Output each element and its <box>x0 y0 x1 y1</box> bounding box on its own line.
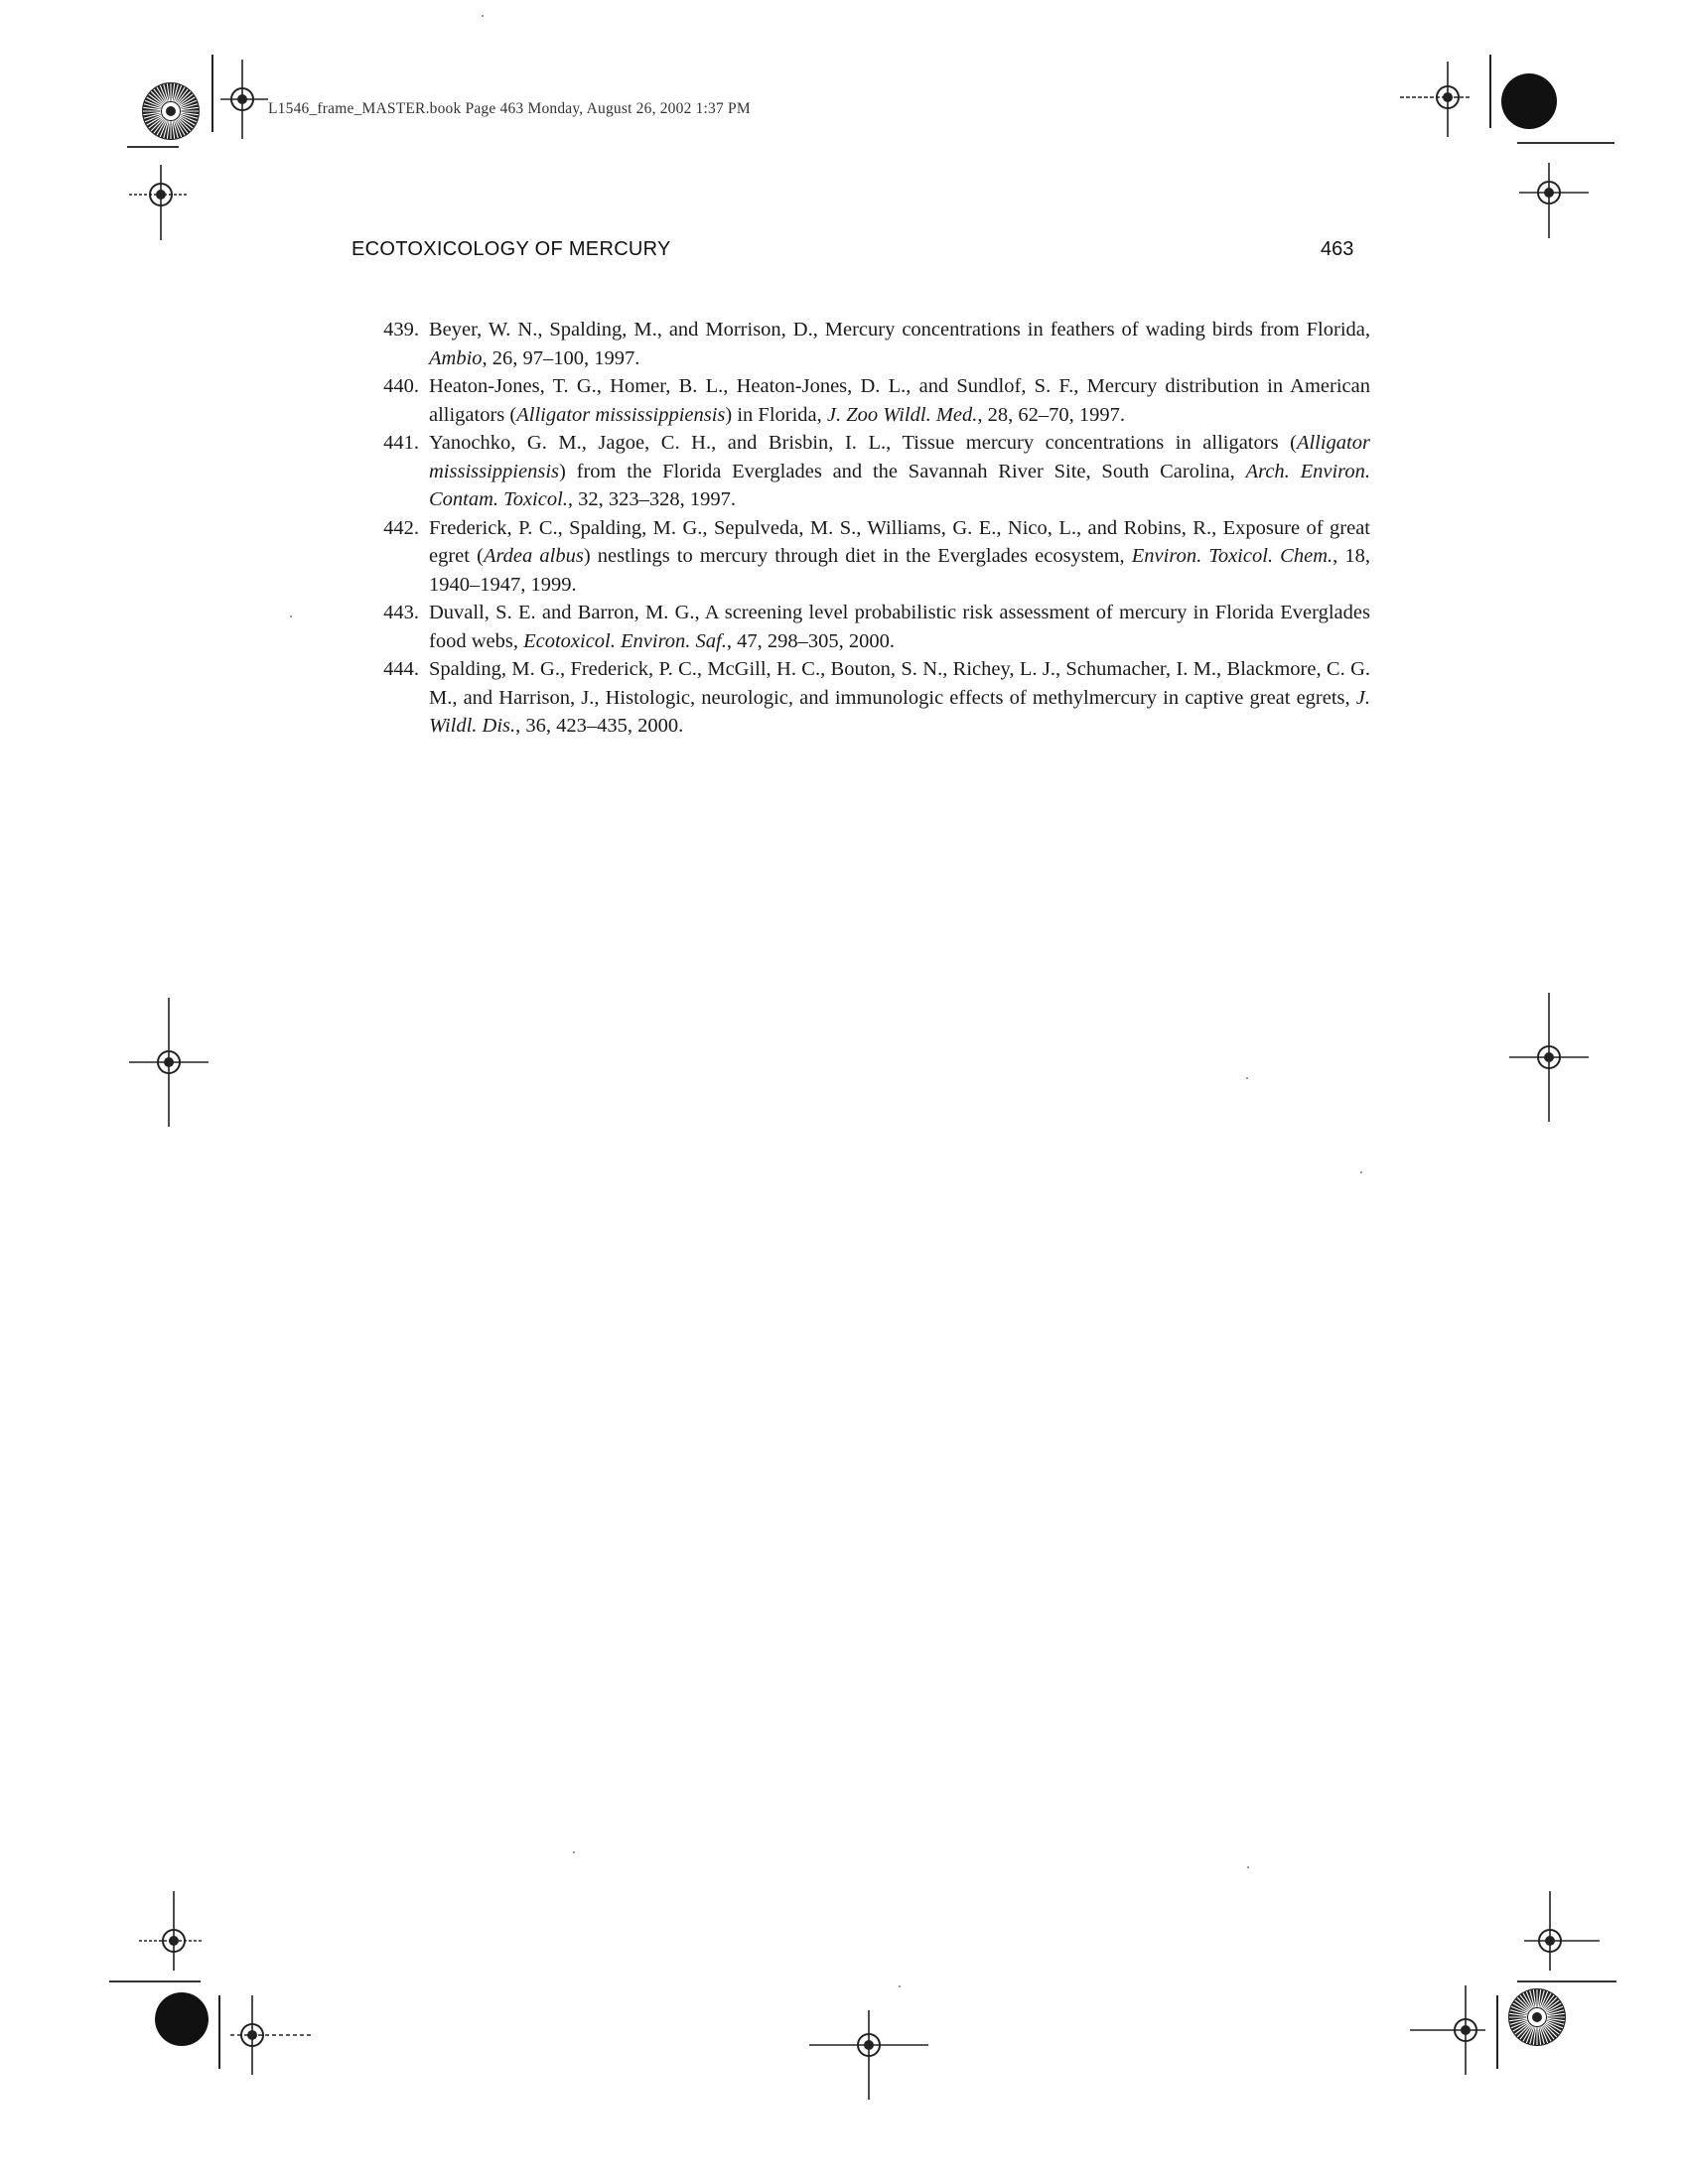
crop-line <box>1517 142 1614 144</box>
registration-solid-disc-icon <box>153 1990 210 2048</box>
crop-line <box>211 55 213 132</box>
crop-line <box>109 1980 201 1982</box>
crosshair-target-icon <box>1519 147 1589 238</box>
running-head: ECOTOXICOLOGY OF MERCURY <box>351 238 671 260</box>
reference-number: 443. <box>383 602 419 623</box>
reference-italic-segment: Alligator mississippiensis <box>429 432 1370 482</box>
reference-segment: ) in Florida, <box>725 403 827 426</box>
reference-item <box>367 655 1370 741</box>
crop-line <box>1496 1995 1498 2069</box>
crosshair-target-icon <box>809 2010 928 2100</box>
crosshair-target-icon <box>216 60 268 139</box>
scan-speck <box>1246 1077 1248 1079</box>
reference-italic-segment: Ambio <box>429 346 483 369</box>
reference-segment: , 36, 423–435, 2000. <box>515 715 684 737</box>
reference-segment: , 47, 298–305, 2000. <box>726 629 895 652</box>
scan-speck <box>290 615 292 617</box>
reference-number: 441. <box>383 432 419 454</box>
crosshair-target-icon <box>129 998 209 1127</box>
crosshair-target-icon <box>139 1891 209 1990</box>
crosshair-target-icon <box>129 149 193 240</box>
reference-segment: Yanochko, G. M., Jagoe, C. H., and Brisbin, I. L., Tissue mercury concentrations in alligators ( <box>429 432 1297 454</box>
reference-number: 444. <box>383 658 419 680</box>
reference-segment: ) from the Florida Everglades and the Savannah River Site, South Carolina, <box>559 460 1246 482</box>
reference-item <box>367 514 1370 600</box>
scan-speck <box>1247 1866 1249 1868</box>
reference-segment: , 32, 323–328, 1997. <box>567 488 737 510</box>
crosshair-target-icon <box>1509 993 1589 1122</box>
reference-item <box>367 316 1370 372</box>
reference-number: 439. <box>383 319 419 341</box>
registration-starburst-icon <box>139 79 203 143</box>
reference-item <box>367 599 1370 655</box>
scan-speck <box>482 15 484 17</box>
reference-text <box>429 658 1370 737</box>
reference-text <box>429 602 1370 652</box>
reference-italic-segment: J. Zoo Wildl. Med. <box>826 403 978 426</box>
reference-segment: , 26, 97–100, 1997. <box>482 346 640 369</box>
reference-segment: Frederick, P. C., Spalding, M. G., Sepulveda, M. S., Williams, G. E., Nico, L., and Robins, R., Exposure of great egret ( <box>429 516 1370 567</box>
reference-segment: Beyer, W. N., Spalding, M., and Morrison, D., Mercury concentrations in feathers of wading birds from Florida, <box>429 319 1370 341</box>
reference-text <box>429 375 1370 426</box>
reference-italic-segment: Ardea albus <box>483 545 584 567</box>
crosshair-target-icon <box>1410 1985 1489 2075</box>
reference-number: 442. <box>383 516 419 539</box>
scan-speck <box>1360 1171 1362 1173</box>
reference-italic-segment: Alligator mississippiensis <box>516 403 726 426</box>
reference-segment: , 28, 62–70, 1997. <box>977 403 1125 426</box>
crosshair-target-icon <box>1524 1891 1600 1990</box>
print-slug: L1546_frame_MASTER.book Page 463 Monday, August 26, 2002 1:37 PM <box>268 100 751 117</box>
reference-italic-segment: Arch. Environ. Contam. Toxicol. <box>429 460 1370 510</box>
reference-list <box>367 316 1370 741</box>
crop-line <box>1517 1980 1616 1982</box>
reference-item <box>367 429 1370 514</box>
crop-line <box>127 146 179 148</box>
registration-starburst-icon <box>1505 1985 1569 2049</box>
reference-item <box>367 372 1370 429</box>
crosshair-target-icon <box>226 1995 318 2075</box>
reference-segment: ) nestlings to mercury through diet in the Everglades ecosystem, <box>583 545 1132 567</box>
reference-number: 440. <box>383 375 419 397</box>
crosshair-target-icon <box>1400 58 1475 137</box>
crop-line <box>218 1995 220 2069</box>
reference-italic-segment: Environ. Toxicol. Chem. <box>1131 545 1333 567</box>
scan-speck <box>899 1985 901 1987</box>
registration-solid-disc-icon <box>1499 71 1559 131</box>
reference-segment: , 18, 1940–1947, 1999. <box>429 545 1371 596</box>
reference-segment: Heaton-Jones, T. G., Homer, B. L., Heaton-Jones, D. L., and Sundlof, S. F., Mercury distribution in American alligators ( <box>429 375 1370 426</box>
reference-text <box>429 517 1370 596</box>
page-number: 463 <box>1321 238 1354 260</box>
crop-line <box>1489 55 1491 128</box>
scan-speck <box>573 1851 575 1853</box>
reference-segment: Spalding, M. G., Frederick, P. C., McGill, H. C., Bouton, S. N., Richey, L. J., Schumacher, I. M., Blackmore, C. G. M., and Harrison, J., Histologic, neurologic, and immunologic effects of methylmercury in captive great egrets, <box>429 658 1370 709</box>
reference-italic-segment: Ecotoxicol. Environ. Saf. <box>523 629 727 652</box>
reference-text <box>429 319 1370 369</box>
reference-italic-segment: J. Wildl. Dis. <box>429 686 1370 737</box>
reference-text <box>429 432 1370 510</box>
reference-segment: Duvall, S. E. and Barron, M. G., A screening level probabilistic risk assessment of mercury in Florida Everglades food webs, <box>429 602 1370 652</box>
